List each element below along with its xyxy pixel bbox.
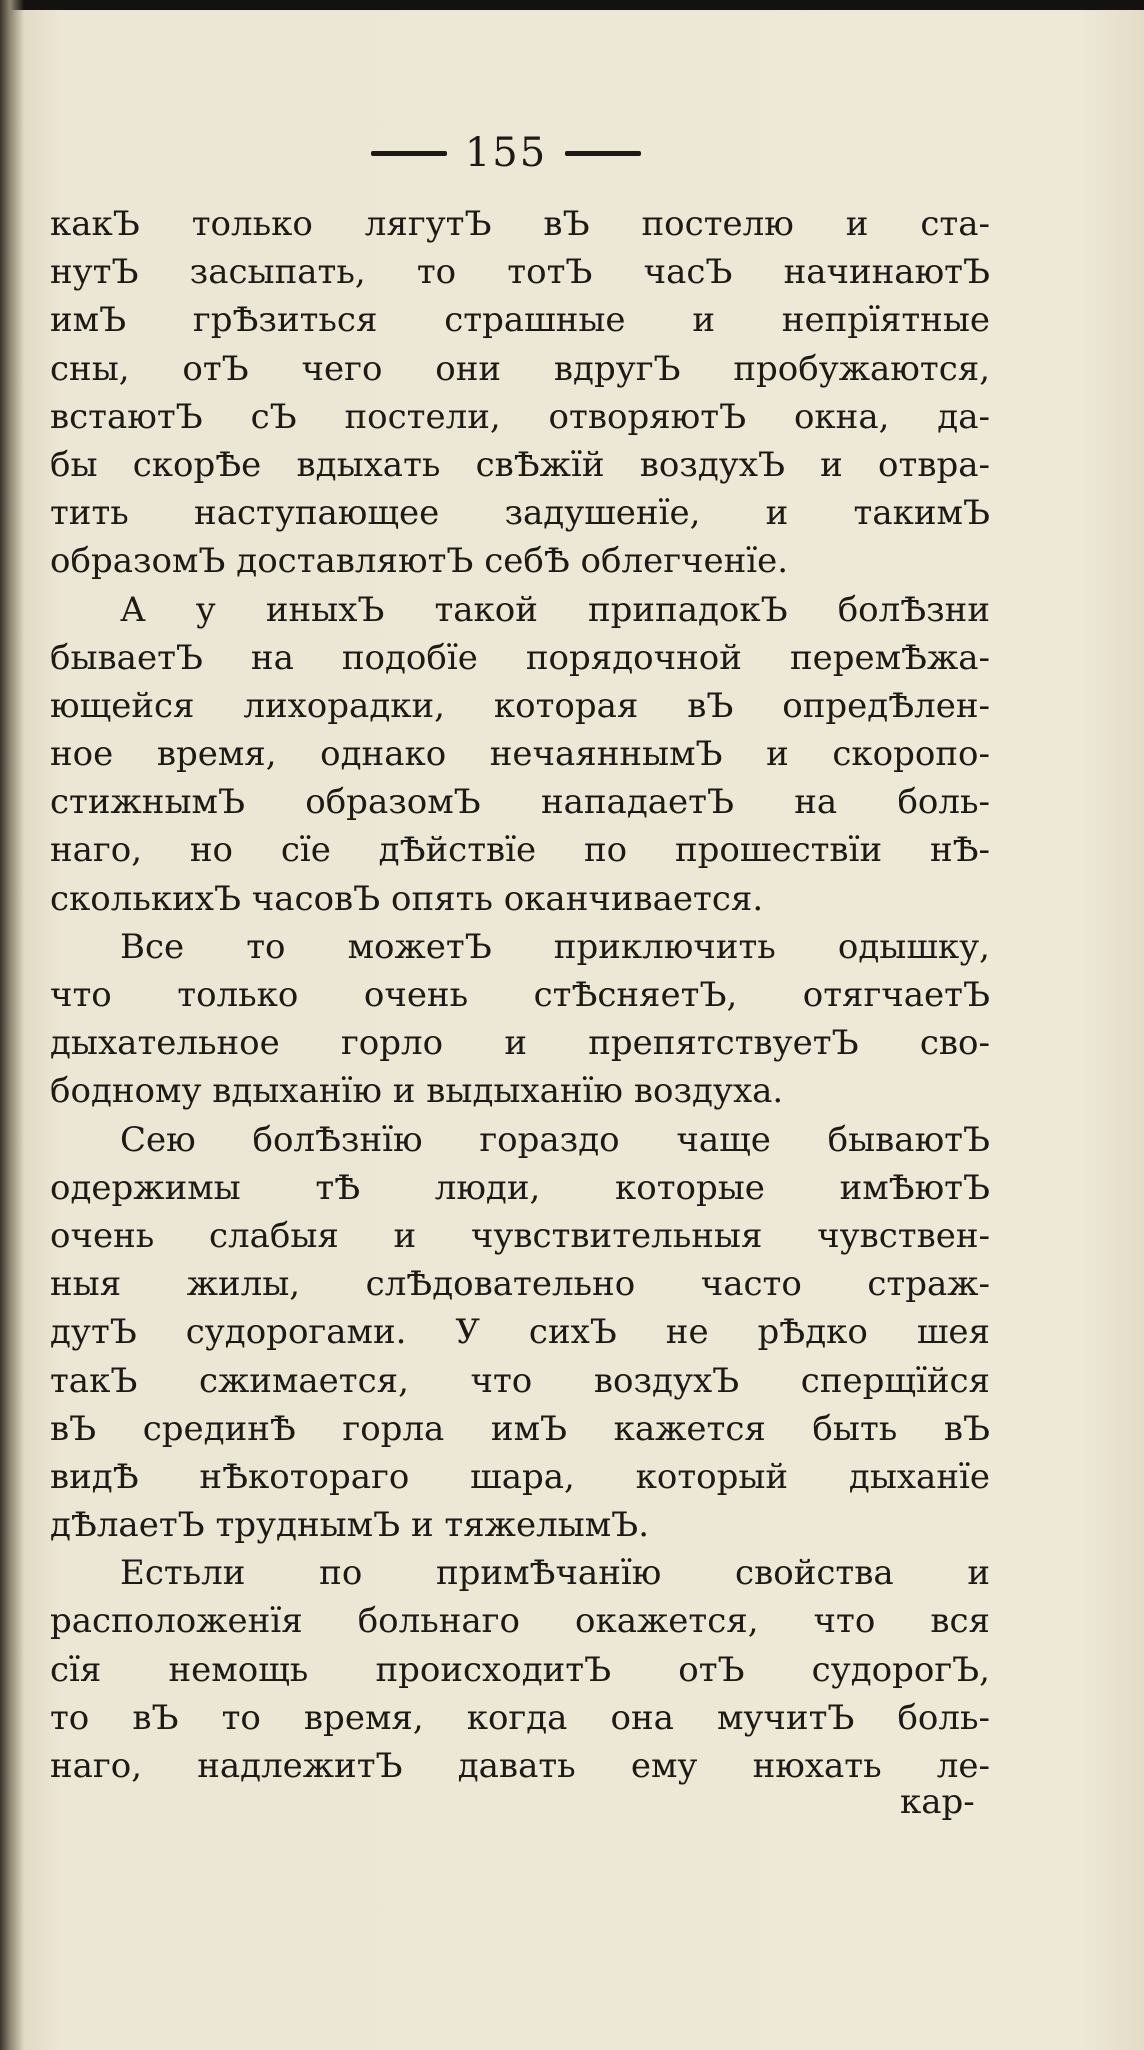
- text-line: сїя немощь происходитЪ отЪ судорогЪ,: [50, 1649, 990, 1690]
- text-line: видѢ нѢкотораго шара, который дыханїе: [50, 1456, 990, 1497]
- text-line: такЪ сжимается, что воздухЪ сперщїйся: [50, 1360, 990, 1401]
- text-line: А у иныхЪ такой припадокЪ болѢзни: [120, 589, 990, 630]
- page-number: 155: [464, 130, 548, 176]
- text-line: вЪ срединѢ горла имЪ кажется быть вЪ: [50, 1408, 990, 1449]
- text-line: ныя жилы, слѢдовательно часто страж-: [50, 1264, 990, 1305]
- text-line: стижнымЪ образомЪ нападаетЪ на боль-: [50, 782, 990, 823]
- text-line: наго, но сїе дѢйствїе по прошествїи нѢ-: [50, 830, 990, 871]
- text-line: бываетЪ на подобїе порядочной перемѢжа-: [50, 637, 990, 678]
- text-line: сколькихЪ часовЪ опять оканчивается.: [50, 878, 764, 919]
- text-line: нутЪ засыпать, то тотЪ часЪ начинаютЪ: [50, 252, 990, 293]
- text-line: тить наступающее задушенїе, и такимЪ: [50, 493, 990, 534]
- text-line: ное время, однако нечаяннымЪ и скоропо-: [50, 734, 990, 775]
- header-dash-right: [565, 151, 641, 156]
- body-text: [50, 200, 990, 1790]
- binding-shadow: [0, 0, 24, 2050]
- page-top-edge: [0, 0, 1144, 10]
- text-line: бы скорѢе вдыхать свѢжїй воздухЪ и отвра-: [50, 444, 990, 485]
- text-line: расположенїя больнаго окажется, что вся: [50, 1601, 990, 1642]
- text-line: Естьли по примѢчанїю свойства и: [120, 1553, 990, 1594]
- text-line: дутЪ судорогами. У сихЪ не рѢдко шея: [50, 1312, 990, 1353]
- text-line: Все то можетЪ приключить одышку,: [120, 926, 990, 967]
- header-dash-left: [371, 151, 447, 156]
- text-line: Сею болѢзнїю гораздо чаще бываютЪ: [120, 1119, 990, 1160]
- text-line: сны, отЪ чего они вдругЪ пробужаются,: [50, 348, 990, 389]
- text-line: ющейся лихорадки, которая вЪ опредѢлен-: [50, 685, 990, 726]
- text-line: какЪ только лягутЪ вЪ постелю и ста-: [50, 204, 990, 244]
- text-line: дыхательное горло и препятствуетЪ сво-: [50, 1023, 990, 1064]
- text-line: одержимы тѢ люди, которые имѢютЪ: [50, 1167, 990, 1208]
- text-line: дѢлаетЪ труднымЪ и тяжелымЪ.: [50, 1505, 650, 1546]
- text-line: встаютЪ сЪ постели, отворяютЪ окна, да-: [50, 396, 990, 437]
- text-line: имЪ грѢзиться страшные и непрїятные: [50, 300, 990, 341]
- text-line: что только очень стѢсняетЪ, отягчаетЪ: [50, 975, 990, 1015]
- catchword: кар-: [900, 1782, 975, 1822]
- page-header: [366, 128, 646, 178]
- text-line: образомЪ доставляютЪ себѢ облегченїе.: [50, 541, 789, 582]
- text-line: очень слабыя и чувствительныя чувствен-: [50, 1215, 990, 1256]
- text-line: бодному вдыханїю и выдыханїю воздуха.: [50, 1071, 784, 1112]
- text-line: то вЪ то время, когда она мучитЪ боль-: [50, 1697, 990, 1738]
- text-line: наго, надлежитЪ давать ему нюхать ле-: [50, 1746, 990, 1786]
